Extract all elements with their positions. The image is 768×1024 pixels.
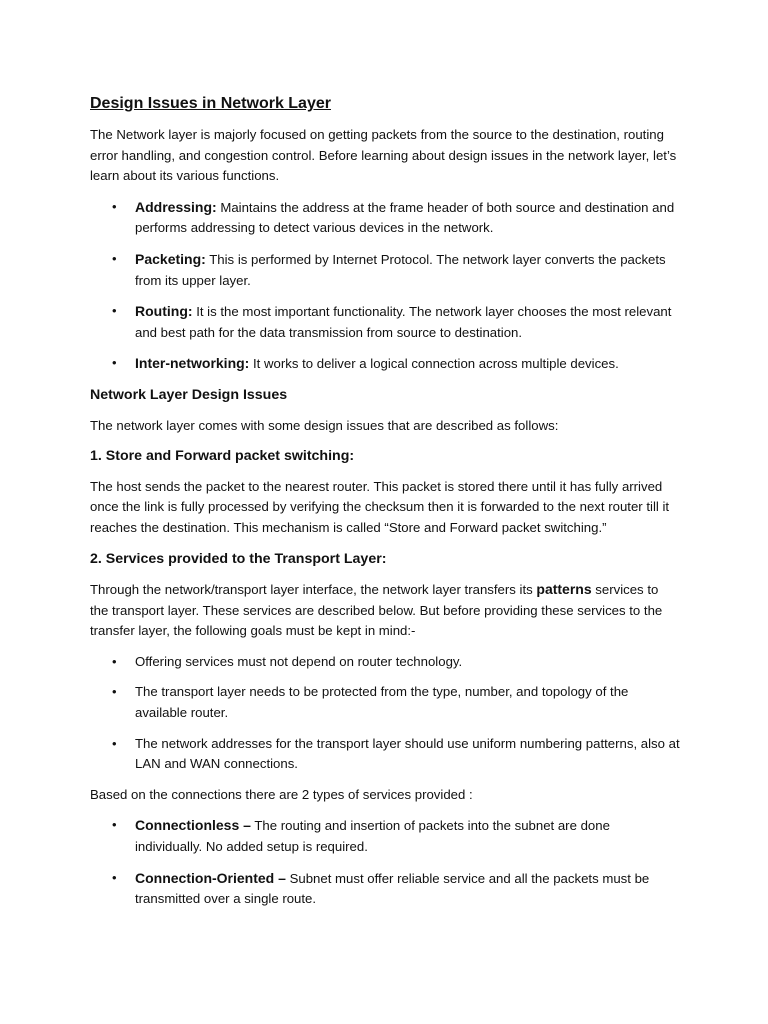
list-item-text: Maintains the address at the frame header of both source and destination and performs addressing to detect various devices in the network. xyxy=(135,199,675,236)
list-item-goal xyxy=(90,682,680,723)
document-title: Design Issues in Network Layer xyxy=(90,95,331,112)
list-item-goal xyxy=(90,652,680,673)
list-item-text: This is performed by Internet Protocol. The network layer converts the packets from its upper layer. xyxy=(135,251,666,288)
services-list xyxy=(90,815,680,909)
section2-body-strong: patterns xyxy=(536,581,592,598)
section2-body-after: services to the transport layer. These services are described below. But before providing these services to the transfer layer, the following goals must be kept in mind:- xyxy=(90,582,663,639)
list-item-goal xyxy=(90,734,680,775)
section2-body-before: Through the network/transport layer interface, the network layer transfers its xyxy=(90,582,537,598)
list-item-term: Inter-networking: xyxy=(135,355,250,372)
list-item-term: Routing: xyxy=(135,303,193,320)
bullet-icon: • xyxy=(112,653,117,669)
list-item-term: Addressing: xyxy=(135,198,217,215)
bullet-icon: • xyxy=(112,303,117,319)
list-item-term: Connectionless – xyxy=(135,817,251,834)
bullet-icon: • xyxy=(112,735,117,751)
section1-heading: 1. Store and Forward packet switching: xyxy=(90,448,355,465)
list-item-term: Connection-Oriented – xyxy=(135,869,286,886)
section2-heading: 2. Services provided to the Transport Layer: xyxy=(90,550,387,567)
list-item-text: It is the most important functionality. The network layer chooses the most relevant and best path for the data transmission from source to destination. xyxy=(135,304,672,340)
document-page xyxy=(90,93,680,920)
section1-body: The host sends the packet to the nearest router. This packet is stored there until it has fully arrived once the link is fully processed by verifying the checksum then it is forwarded to the next router till it reaches the destination. This mechanism is called “Store and Forward packet switching.” xyxy=(90,478,670,535)
section2-body xyxy=(90,579,680,642)
goals-list xyxy=(90,652,680,775)
bullet-icon: • xyxy=(112,198,117,214)
list-item-text: It works to deliver a logical connection across multiple devices. xyxy=(249,356,619,372)
list-item-connectionless xyxy=(90,815,680,857)
list-item-text: The transport layer needs to be protected from the type, number, and topology of the available router. xyxy=(135,684,629,721)
bullet-icon: • xyxy=(112,355,117,371)
list-item-routing xyxy=(90,301,680,343)
list-item-addressing xyxy=(90,197,680,239)
bullet-icon: • xyxy=(112,250,117,266)
list-item-packeting xyxy=(90,249,680,291)
list-item-term: Packeting: xyxy=(135,250,206,267)
list-item-internetworking xyxy=(90,353,680,375)
bullet-icon: • xyxy=(112,684,117,700)
issues-intro-paragraph: The network layer comes with some design issues that are described as follows: xyxy=(90,417,559,433)
list-item-connection-oriented xyxy=(90,868,680,910)
list-item-text: Offering services must not depend on router technology. xyxy=(135,653,463,669)
list-item-text: Subnet must offer reliable service and all the packets must be transmitted over a single route. xyxy=(135,870,650,907)
services-intro-paragraph: Based on the connections there are 2 types of services provided : xyxy=(90,786,473,802)
list-item-text: The network addresses for the transport layer should use uniform numbering patterns, also at LAN and WAN connections. xyxy=(135,735,680,772)
intro-paragraph: The Network layer is majorly focused on getting packets from the source to the destination, routing error handling, and congestion control. Before learning about design issues in the network layer, let’s learn about its various functions. xyxy=(90,127,677,184)
issues-heading: Network Layer Design Issues xyxy=(90,386,288,403)
functions-list xyxy=(90,197,680,375)
list-item-text: The routing and insertion of packets into the subnet are done individually. No added setup is required. xyxy=(135,818,610,855)
bullet-icon: • xyxy=(112,869,117,885)
bullet-icon: • xyxy=(112,817,117,833)
